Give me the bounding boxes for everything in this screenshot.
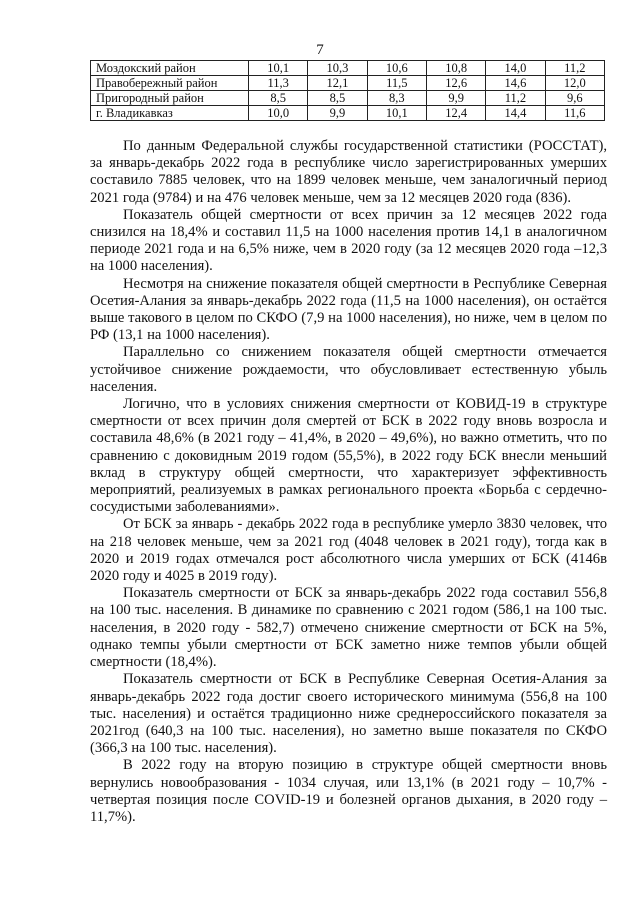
table-cell: 10,1 (249, 61, 308, 76)
table-cell: 10,3 (308, 61, 367, 76)
paragraph: Параллельно со снижением показателя общей смертности отмечается устойчивое снижение рождаемости, что обусловливает естественную убыль населения. (90, 344, 607, 395)
table-cell: 14,6 (486, 76, 545, 91)
table-cell: 11,2 (545, 61, 604, 76)
paragraph: От БСК за январь - декабрь 2022 года в республике умерло 3830 человек, что на 218 человек меньше, чем за 2021 год (4048 человек в 2021 году), тогда как в 2020 и 2019 годах отмечался рост абсолютного числа умерших от БСК (4146в 2020 году и 4025 в 2019 году). (90, 516, 607, 585)
paragraph: Несмотря на снижение показателя общей смертности в Республике Северная Осетия-Алания за январь-декабрь 2022 года (11,5 на 1000 населения), он остаётся выше такового в целом по СКФО (7,9 на 1000 населения), но ниже, чем в целом по РФ (13,1 на 1000 населения). (90, 275, 607, 344)
table-cell: 12,0 (545, 76, 604, 91)
table-cell: 12,4 (426, 106, 485, 121)
table-row (91, 106, 605, 121)
paragraph: Показатель общей смертности от всех причин за 12 месяцев 2022 года снизился на 18,4% и составил 11,5 на 1000 населения против 14,1 в аналогичном периоде 2021 года и на 6,5% ниже, чем в 2020 году (за 12 месяцев 2020 года –12,3 на 1000 населения). (90, 206, 607, 275)
table-cell: 11,6 (545, 106, 604, 121)
table-cell: 14,0 (486, 61, 545, 76)
table-cell: 12,1 (308, 76, 367, 91)
table-cell: 10,8 (426, 61, 485, 76)
page-number: 7 (316, 42, 324, 58)
paragraph: По данным Федеральной службы государственной статистики (РОССТАТ), за январь-декабрь 2022 года в республике число зарегистрированных умерших составило 7885 человек, что на 1899 человек меньше, чем заналогичный период 2021 года (9784) и на 476 человек меньше, чем за 12 месяцев 2020 года (836). (90, 138, 607, 206)
table-cell-district: Правобережный район (91, 76, 249, 91)
table-cell: 10,1 (367, 106, 426, 121)
table-cell: 11,5 (367, 76, 426, 91)
table-cell: 9,9 (308, 106, 367, 121)
paragraph: Логично, что в условиях снижения смертности от КОВИД-19 в структуре смертности от всех причин доля смертей от БСК в 2022 году вновь возросла и составила 48,6% (в 2021 году – 41,4%, в 2020 – 49,6%), но важно отметить, что по сравнению с доковидным 2019 годом (55,5%), в 2022 году БСК внесли меньший вклад в структуру общей смертности, что характеризует эффективность мероприятий, реализуемых в рамках регионального проекта «Борьба с сердечно-сосудистыми заболеваниями». (90, 396, 607, 516)
document-body (90, 138, 607, 826)
table-cell: 8,5 (308, 91, 367, 106)
table-cell-district: г. Владикавказ (91, 106, 249, 121)
table-cell: 11,3 (249, 76, 308, 91)
table-cell: 9,9 (426, 91, 485, 106)
table-row (91, 91, 605, 106)
table-cell-district: Пригородный район (91, 91, 249, 106)
mortality-table (90, 60, 605, 121)
table-cell: 8,5 (249, 91, 308, 106)
table-row (91, 76, 605, 91)
paragraph: Показатель смертности от БСК в Республике Северная Осетия-Алания за январь-декабрь 2022 года достиг своего исторического минимума (556,8 на 100 тыс. населения) и остаётся традиционно ниже среднероссийского показателя за 2021год (640,3 на 100 тыс. населения), но заметно выше показателя по СКФО (366,3 на 100 тыс. населения). (90, 671, 607, 757)
table-cell: 10,0 (249, 106, 308, 121)
table-row (91, 61, 605, 76)
table-cell-district: Моздокский район (91, 61, 249, 76)
table-cell: 10,6 (367, 61, 426, 76)
paragraph: Показатель смертности от БСК за январь-декабрь 2022 года составил 556,8 на 100 тыс. населения. В динамике по сравнению с 2021 годом (586,1 на 100 тыс. населения, в 2020 году - 582,7) отмечено снижение смертности от БСК на 5%, однако темпы убыли смертности от БСК заметно ниже темпов убыли общей смертности (18,4%). (90, 585, 607, 671)
paragraph: В 2022 году на вторую позицию в структуре общей смертности вновь вернулись новообразования - 1034 случая, или 13,1% (в 2021 году – 10,7% - четвертая позиция после COVID-19 и болезней органов дыхания, в 2020 году – 11,7%). (90, 757, 607, 825)
table-cell: 11,2 (486, 91, 545, 106)
table-cell: 12,6 (426, 76, 485, 91)
table-cell: 14,4 (486, 106, 545, 121)
table-cell: 9,6 (545, 91, 604, 106)
table-cell: 8,3 (367, 91, 426, 106)
